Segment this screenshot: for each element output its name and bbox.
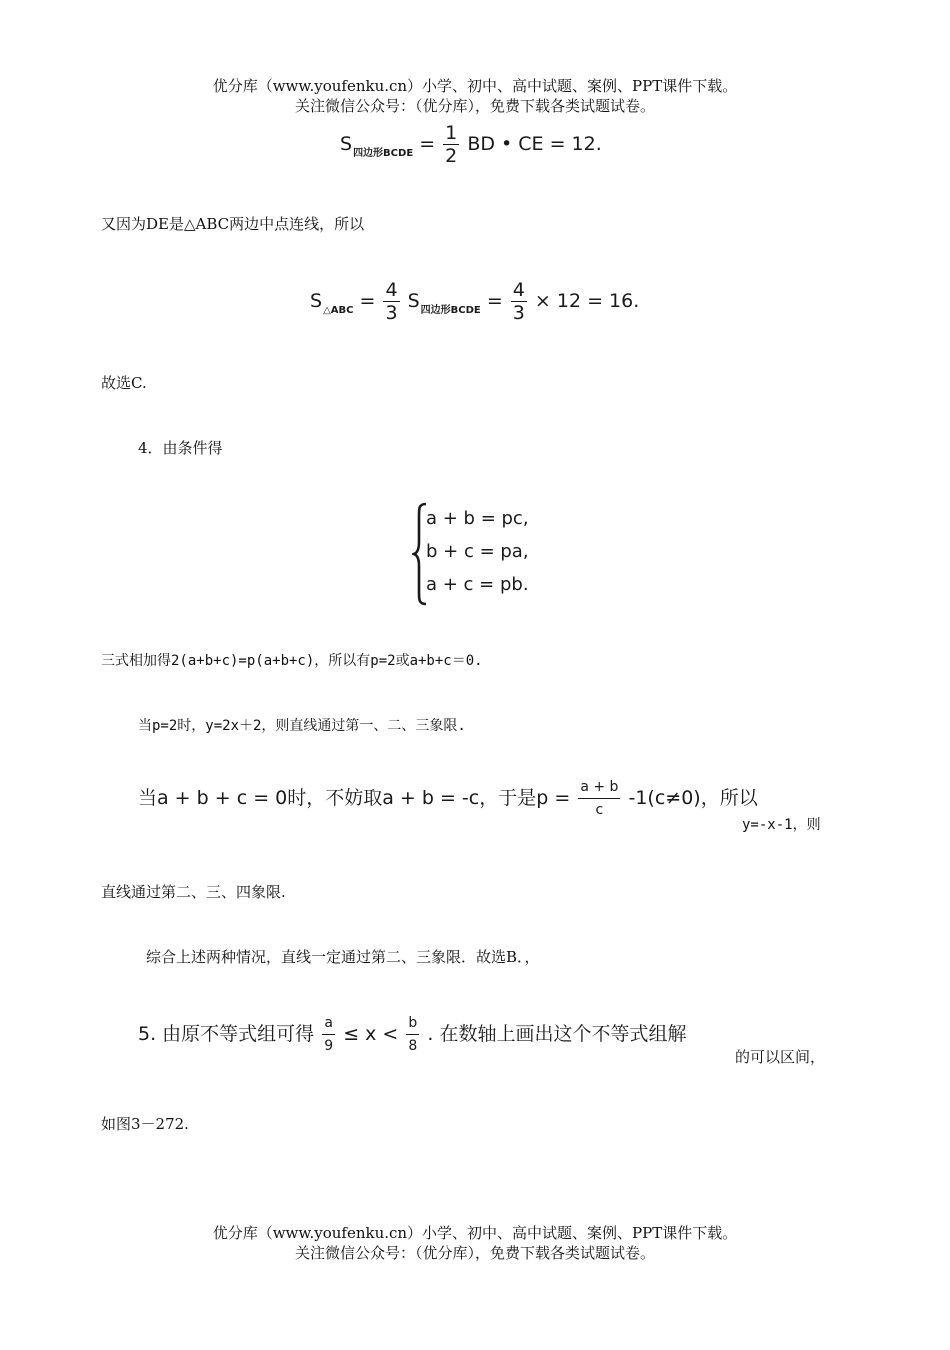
paragraph-sum: 三式相加得2(a+b+c)=p(a+b+c)，所以有p=2或a+b+c＝0. xyxy=(101,653,483,669)
system-equation-1: a + b = pc, xyxy=(426,508,529,529)
equation-area-abc: $S_{\triangle ABC}$ = $\frac{4}{3}$ $S_{四边形BCDE}$ = $\frac{4}{3}$ × 12 = 16. xyxy=(310,279,640,324)
figure-reference: 如图3－272. xyxy=(101,1115,189,1133)
paragraph-case-p2: 当p=2时，y=2x＋2，则直线通过第一、二、三象限. xyxy=(138,718,466,734)
equation-area-bcde: $S_{四边形BCDE}$ = $\frac{1}{2}$ BD • CE = 12. xyxy=(340,122,602,167)
paragraph-midline: 又因为DE是△ABC两边中点连线，所以 xyxy=(101,215,365,233)
system-equation-3: a + c = pb. xyxy=(426,574,529,595)
paragraph-quadrants-234: 直线通过第二、三、四象限. xyxy=(101,883,286,901)
equation-case-sum-zero: 当a + b + c = 0时，不妨取a + b = -c，于是p = $\frac{a + b}{c}$ -1(c≠0)，所以 xyxy=(138,776,758,821)
paragraph-interval-tail: 的可以区间， xyxy=(735,1048,826,1066)
footer-line-2: 关注微信公众号：（优分库），免费下载各类试题试卷。 xyxy=(294,1244,655,1262)
system-equation-2: b + c = pa, xyxy=(426,541,529,562)
answer-c: 故选C. xyxy=(101,374,147,392)
paragraph-line-eq-tail: y=-x-1，则 xyxy=(742,817,821,833)
header-line-1: 优分库（www.youfenku.cn）小学、初中、高中试题、案例、PPT课件下载。 xyxy=(212,77,738,95)
equation-inequality: 5. 由原不等式组可得 $\frac{a}{9}$ ≤ x < $\frac{b}{8}$ . 在数轴上画出这个不等式组解 xyxy=(138,1012,686,1057)
problem-4-intro: 4．由条件得 xyxy=(138,439,223,457)
paragraph-conclusion-b: 综合上述两种情况，直线一定通过第二、三象限．故选B．， xyxy=(146,948,540,966)
header-line-2: 关注微信公众号：（优分库），免费下载各类试题试卷。 xyxy=(294,97,655,115)
footer-line-1: 优分库（www.youfenku.cn）小学、初中、高中试题、案例、PPT课件下载。 xyxy=(212,1224,738,1242)
